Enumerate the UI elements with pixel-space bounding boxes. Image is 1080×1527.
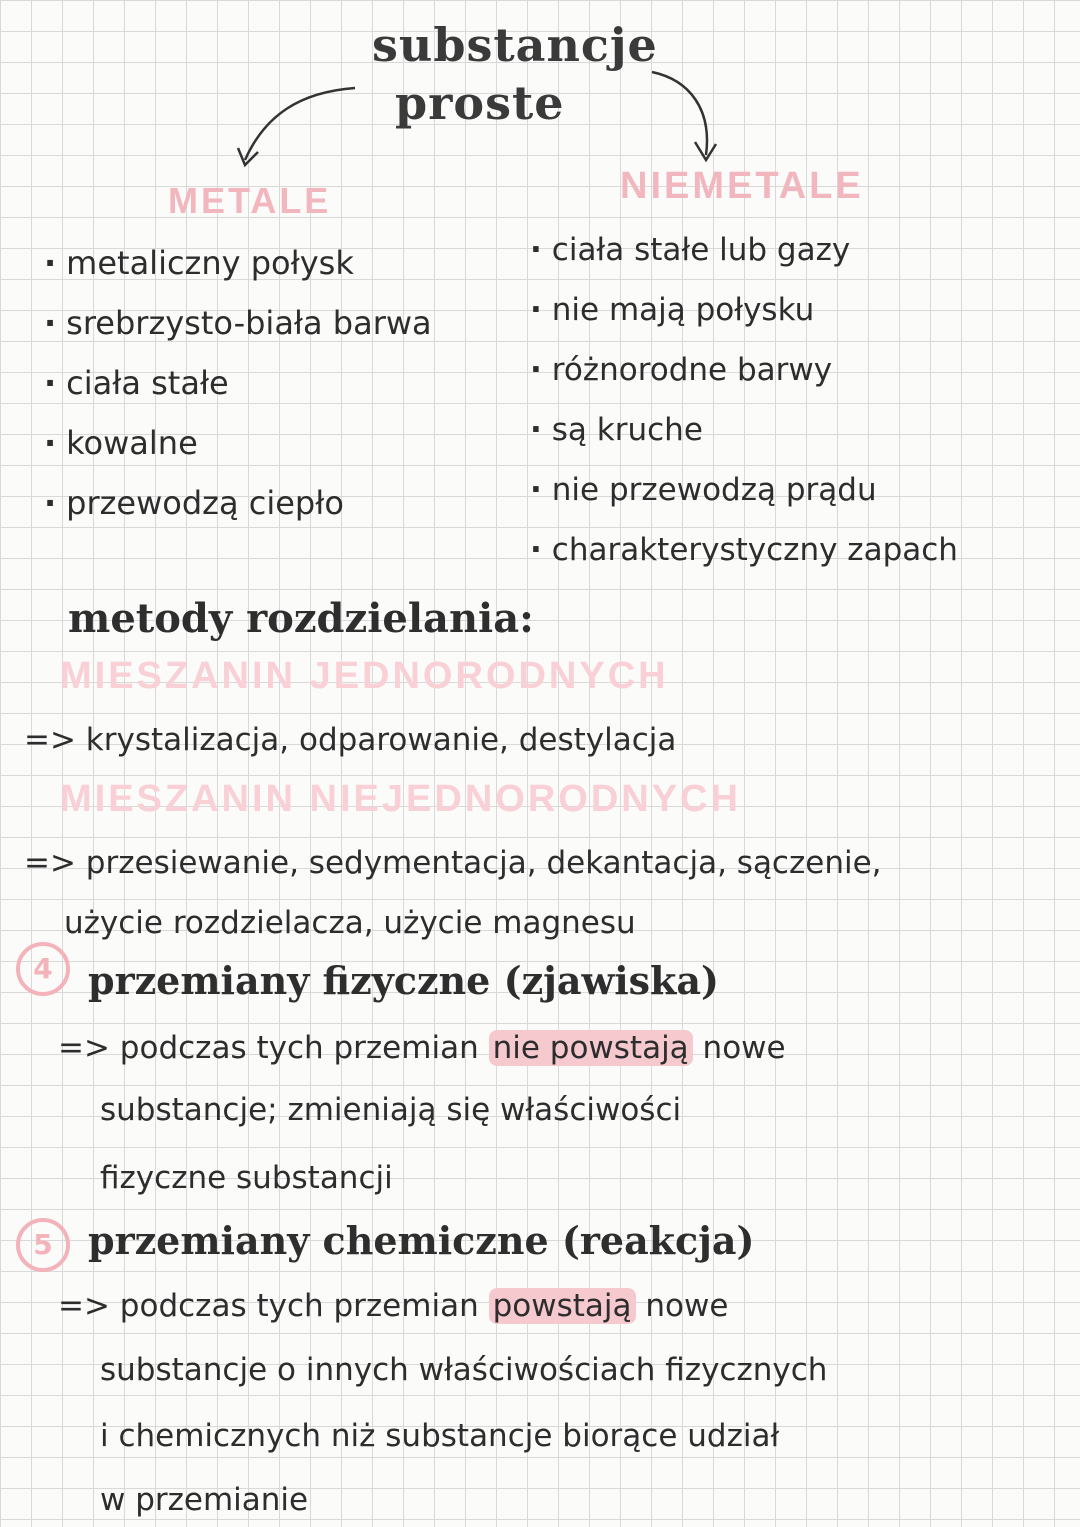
list-item: · nie przewodzą prądu: [530, 460, 958, 520]
niejednorodne-heading: MIESZANIN NIEJEDNORODNYCH: [60, 778, 741, 820]
section4-line1: [58, 1030, 786, 1066]
section5-heading: przemiany chemiczne (reakcja): [88, 1218, 755, 1263]
section4-line3: fizyczne substancji: [100, 1160, 393, 1196]
section-number-5: 5: [16, 1218, 70, 1272]
section5-line3: i chemicznych niż substancje biorące udział: [100, 1418, 780, 1454]
jednorodne-text: => krystalizacja, odparowanie, destylacja: [24, 722, 677, 758]
list-item: · ciała stałe: [44, 353, 432, 413]
section5-line1-pre: => podczas tych przemian: [58, 1288, 489, 1324]
jednorodne-heading: MIESZANIN JEDNORODNYCH: [60, 655, 669, 697]
arrow-left-head: [238, 148, 258, 165]
arrows-diagram: [0, 0, 1080, 200]
niemetale-heading: NIEMETALE: [620, 165, 864, 207]
section5-line4: w przemianie: [100, 1482, 309, 1518]
page-title-line1: substancje: [372, 18, 658, 72]
section5-line1-post: nowe: [635, 1288, 729, 1324]
arrow-left-icon: [245, 88, 355, 160]
section4-highlight: nie powstają: [489, 1030, 693, 1066]
arrow-right-icon: [652, 72, 707, 155]
metody-heading: metody rozdzielania:: [68, 595, 534, 642]
metale-list: [44, 233, 432, 533]
section4-line1-post: nowe: [692, 1030, 786, 1066]
section5-line2: substancje o innych właściwościach fizycznych: [100, 1352, 828, 1388]
list-item: · srebrzysto-biała barwa: [44, 293, 432, 353]
niejednorodne-line2: użycie rozdzielacza, użycie magnesu: [64, 905, 636, 941]
section4-line1-pre: => podczas tych przemian: [58, 1030, 489, 1066]
list-item: · ciała stałe lub gazy: [530, 220, 958, 280]
section-number-4: 4: [16, 942, 70, 996]
list-item: · różnorodne barwy: [530, 340, 958, 400]
list-item: · metaliczny połysk: [44, 233, 432, 293]
section4-line2: substancje; zmieniają się właściwości: [100, 1092, 682, 1128]
niemetale-list: [530, 220, 958, 580]
list-item: · kowalne: [44, 413, 432, 473]
list-item: · są kruche: [530, 400, 958, 460]
niejednorodne-line1: => przesiewanie, sedymentacja, dekantacja, sączenie,: [24, 845, 882, 881]
section5-line1: [58, 1288, 728, 1324]
list-item: · nie mają połysku: [530, 280, 958, 340]
page-title-line2: proste: [395, 76, 565, 130]
section4-heading: przemiany fizyczne (zjawiska): [88, 958, 719, 1003]
metale-heading: METALE: [168, 180, 332, 221]
section5-highlight: powstają: [489, 1288, 636, 1324]
list-item: · charakterystyczny zapach: [530, 520, 958, 580]
list-item: · przewodzą ciepło: [44, 473, 432, 533]
